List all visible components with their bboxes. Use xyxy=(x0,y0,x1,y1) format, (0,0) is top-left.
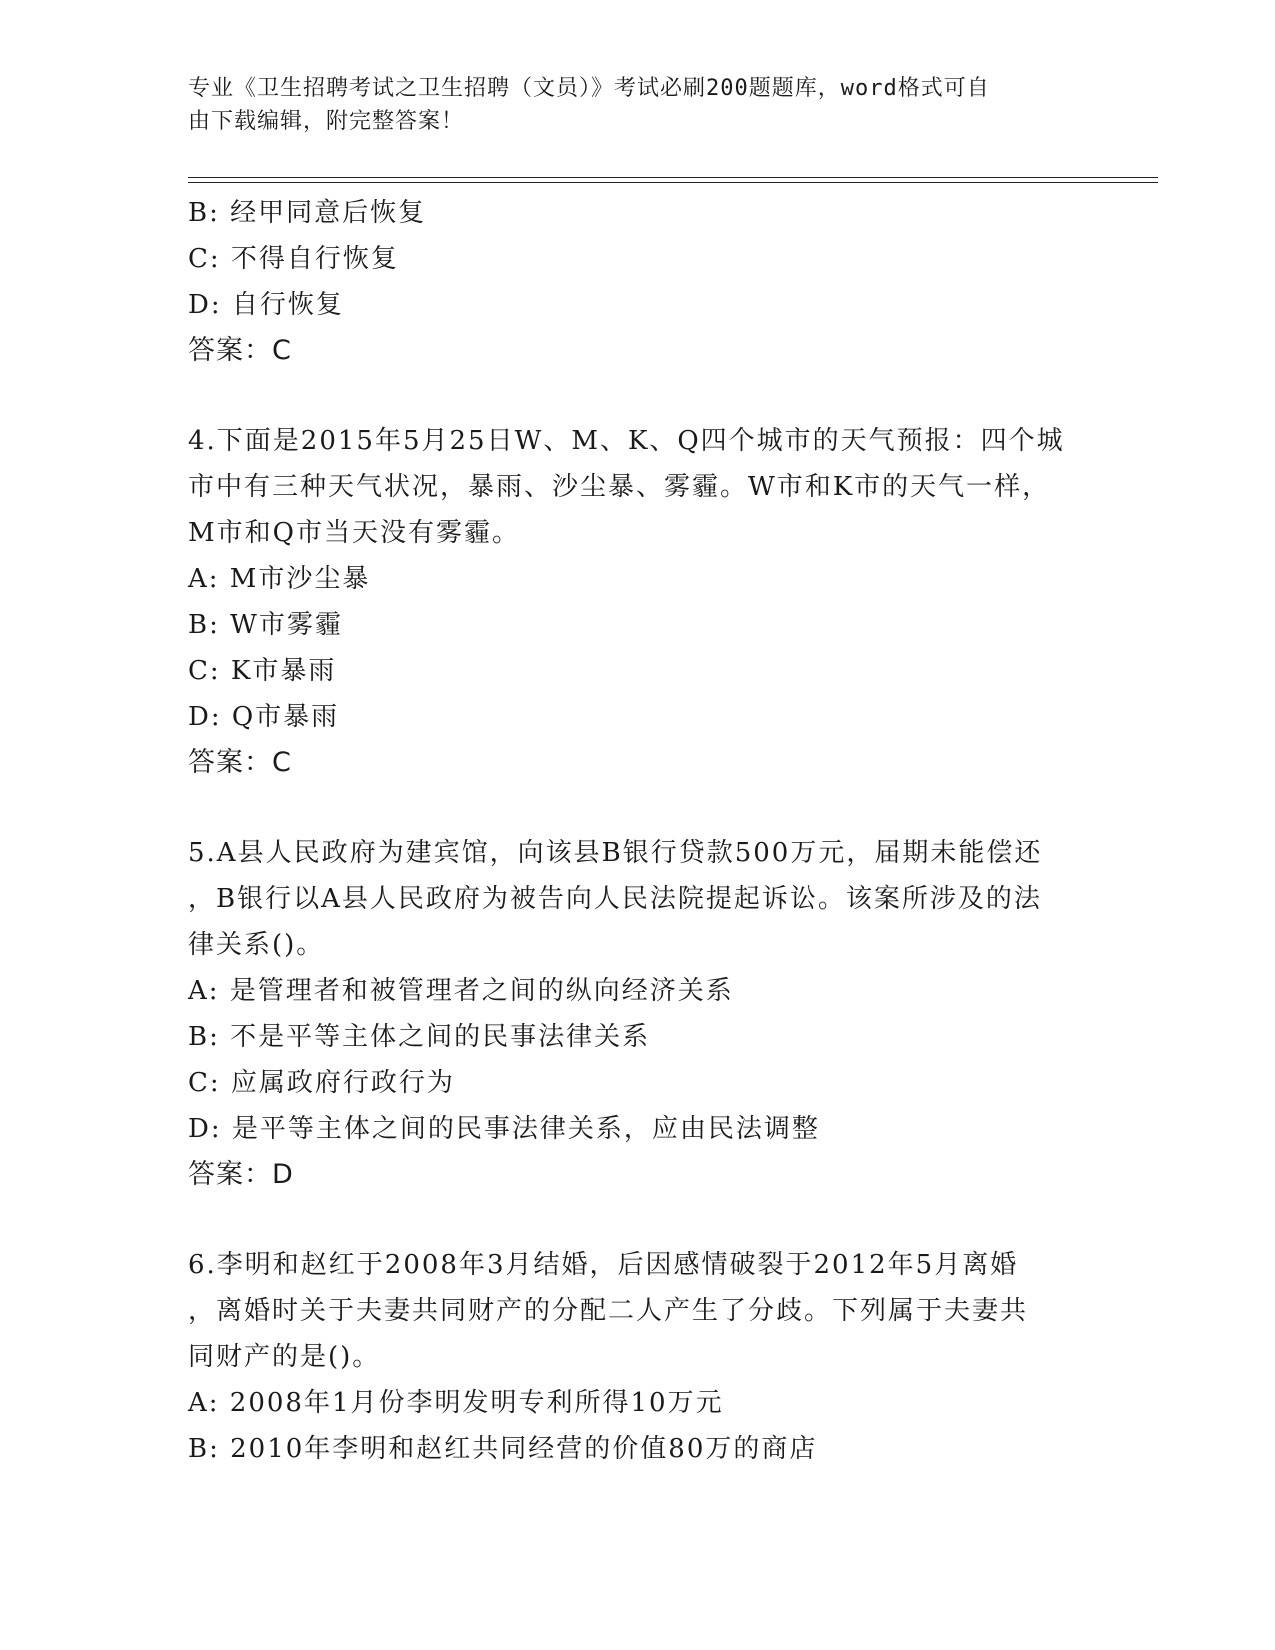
header-line-1: 专业《卫生招聘考试之卫生招聘（文员）》考试必刷200题题库，word格式可自 xyxy=(188,76,990,101)
question-stem: 6.李明和赵红于2008年3月结婚，后因感情破裂于2012年5月离婚 xyxy=(188,1250,1019,1280)
question-5 xyxy=(188,830,1088,1198)
document-header xyxy=(188,72,1088,138)
question-stem: 律关系()。 xyxy=(188,930,325,960)
header-line-2: 由下载编辑，附完整答案！ xyxy=(188,109,465,134)
header-divider-top xyxy=(188,177,1158,178)
question-3 xyxy=(188,190,1088,374)
spacer xyxy=(188,374,1088,418)
option-c: C: K市暴雨 xyxy=(188,656,337,686)
option-d: D: 是平等主体之间的民事法律关系，应由民法调整 xyxy=(188,1114,820,1144)
question-stem: 5.A县人民政府为建宾馆，向该县B银行贷款500万元，届期未能偿还 xyxy=(188,838,1043,868)
option-a: A: 是管理者和被管理者之间的纵向经济关系 xyxy=(188,976,734,1006)
question-stem: ，B银行以A县人民政府为被告向人民法院提起诉讼。该案所涉及的法 xyxy=(188,884,1042,914)
question-stem: ，离婚时关于夫妻共同财产的分配二人产生了分歧。下列属于夫妻共 xyxy=(188,1296,1029,1326)
option-c: C: 应属政府行政行为 xyxy=(188,1068,455,1098)
question-stem: 4.下面是2015年5月25日W、M、K、Q四个城市的天气预报：四个城 xyxy=(188,426,1065,456)
option-b: B: 2010年李明和赵红共同经营的价值80万的商店 xyxy=(188,1434,818,1464)
option-d: D: Q市暴雨 xyxy=(188,702,340,732)
spacer xyxy=(188,786,1088,830)
option-b: B: 经甲同意后恢复 xyxy=(188,198,427,228)
option-c: C: 不得自行恢复 xyxy=(188,244,399,274)
option-a: A: M市沙尘暴 xyxy=(188,564,371,594)
spacer xyxy=(188,1198,1088,1242)
question-6 xyxy=(188,1242,1088,1472)
answer-line: 答案：C xyxy=(188,335,292,366)
header-divider-bottom xyxy=(188,182,1158,183)
option-a: A: 2008年1月份李明发明专利所得10万元 xyxy=(188,1388,724,1418)
option-b: B: W市雾霾 xyxy=(188,610,343,640)
question-stem: M市和Q市当天没有雾霾。 xyxy=(188,518,520,548)
option-b: B: 不是平等主体之间的民事法律关系 xyxy=(188,1022,651,1052)
question-stem: 同财产的是()。 xyxy=(188,1342,381,1372)
question-4 xyxy=(188,418,1088,786)
answer-line: 答案：C xyxy=(188,747,292,778)
answer-line: 答案：D xyxy=(188,1159,294,1190)
question-stem: 市中有三种天气状况，暴雨、沙尘暴、雾霾。W市和K市的天气一样， xyxy=(188,472,1051,502)
question-list xyxy=(188,190,1088,1472)
option-d: D: 自行恢复 xyxy=(188,290,344,320)
